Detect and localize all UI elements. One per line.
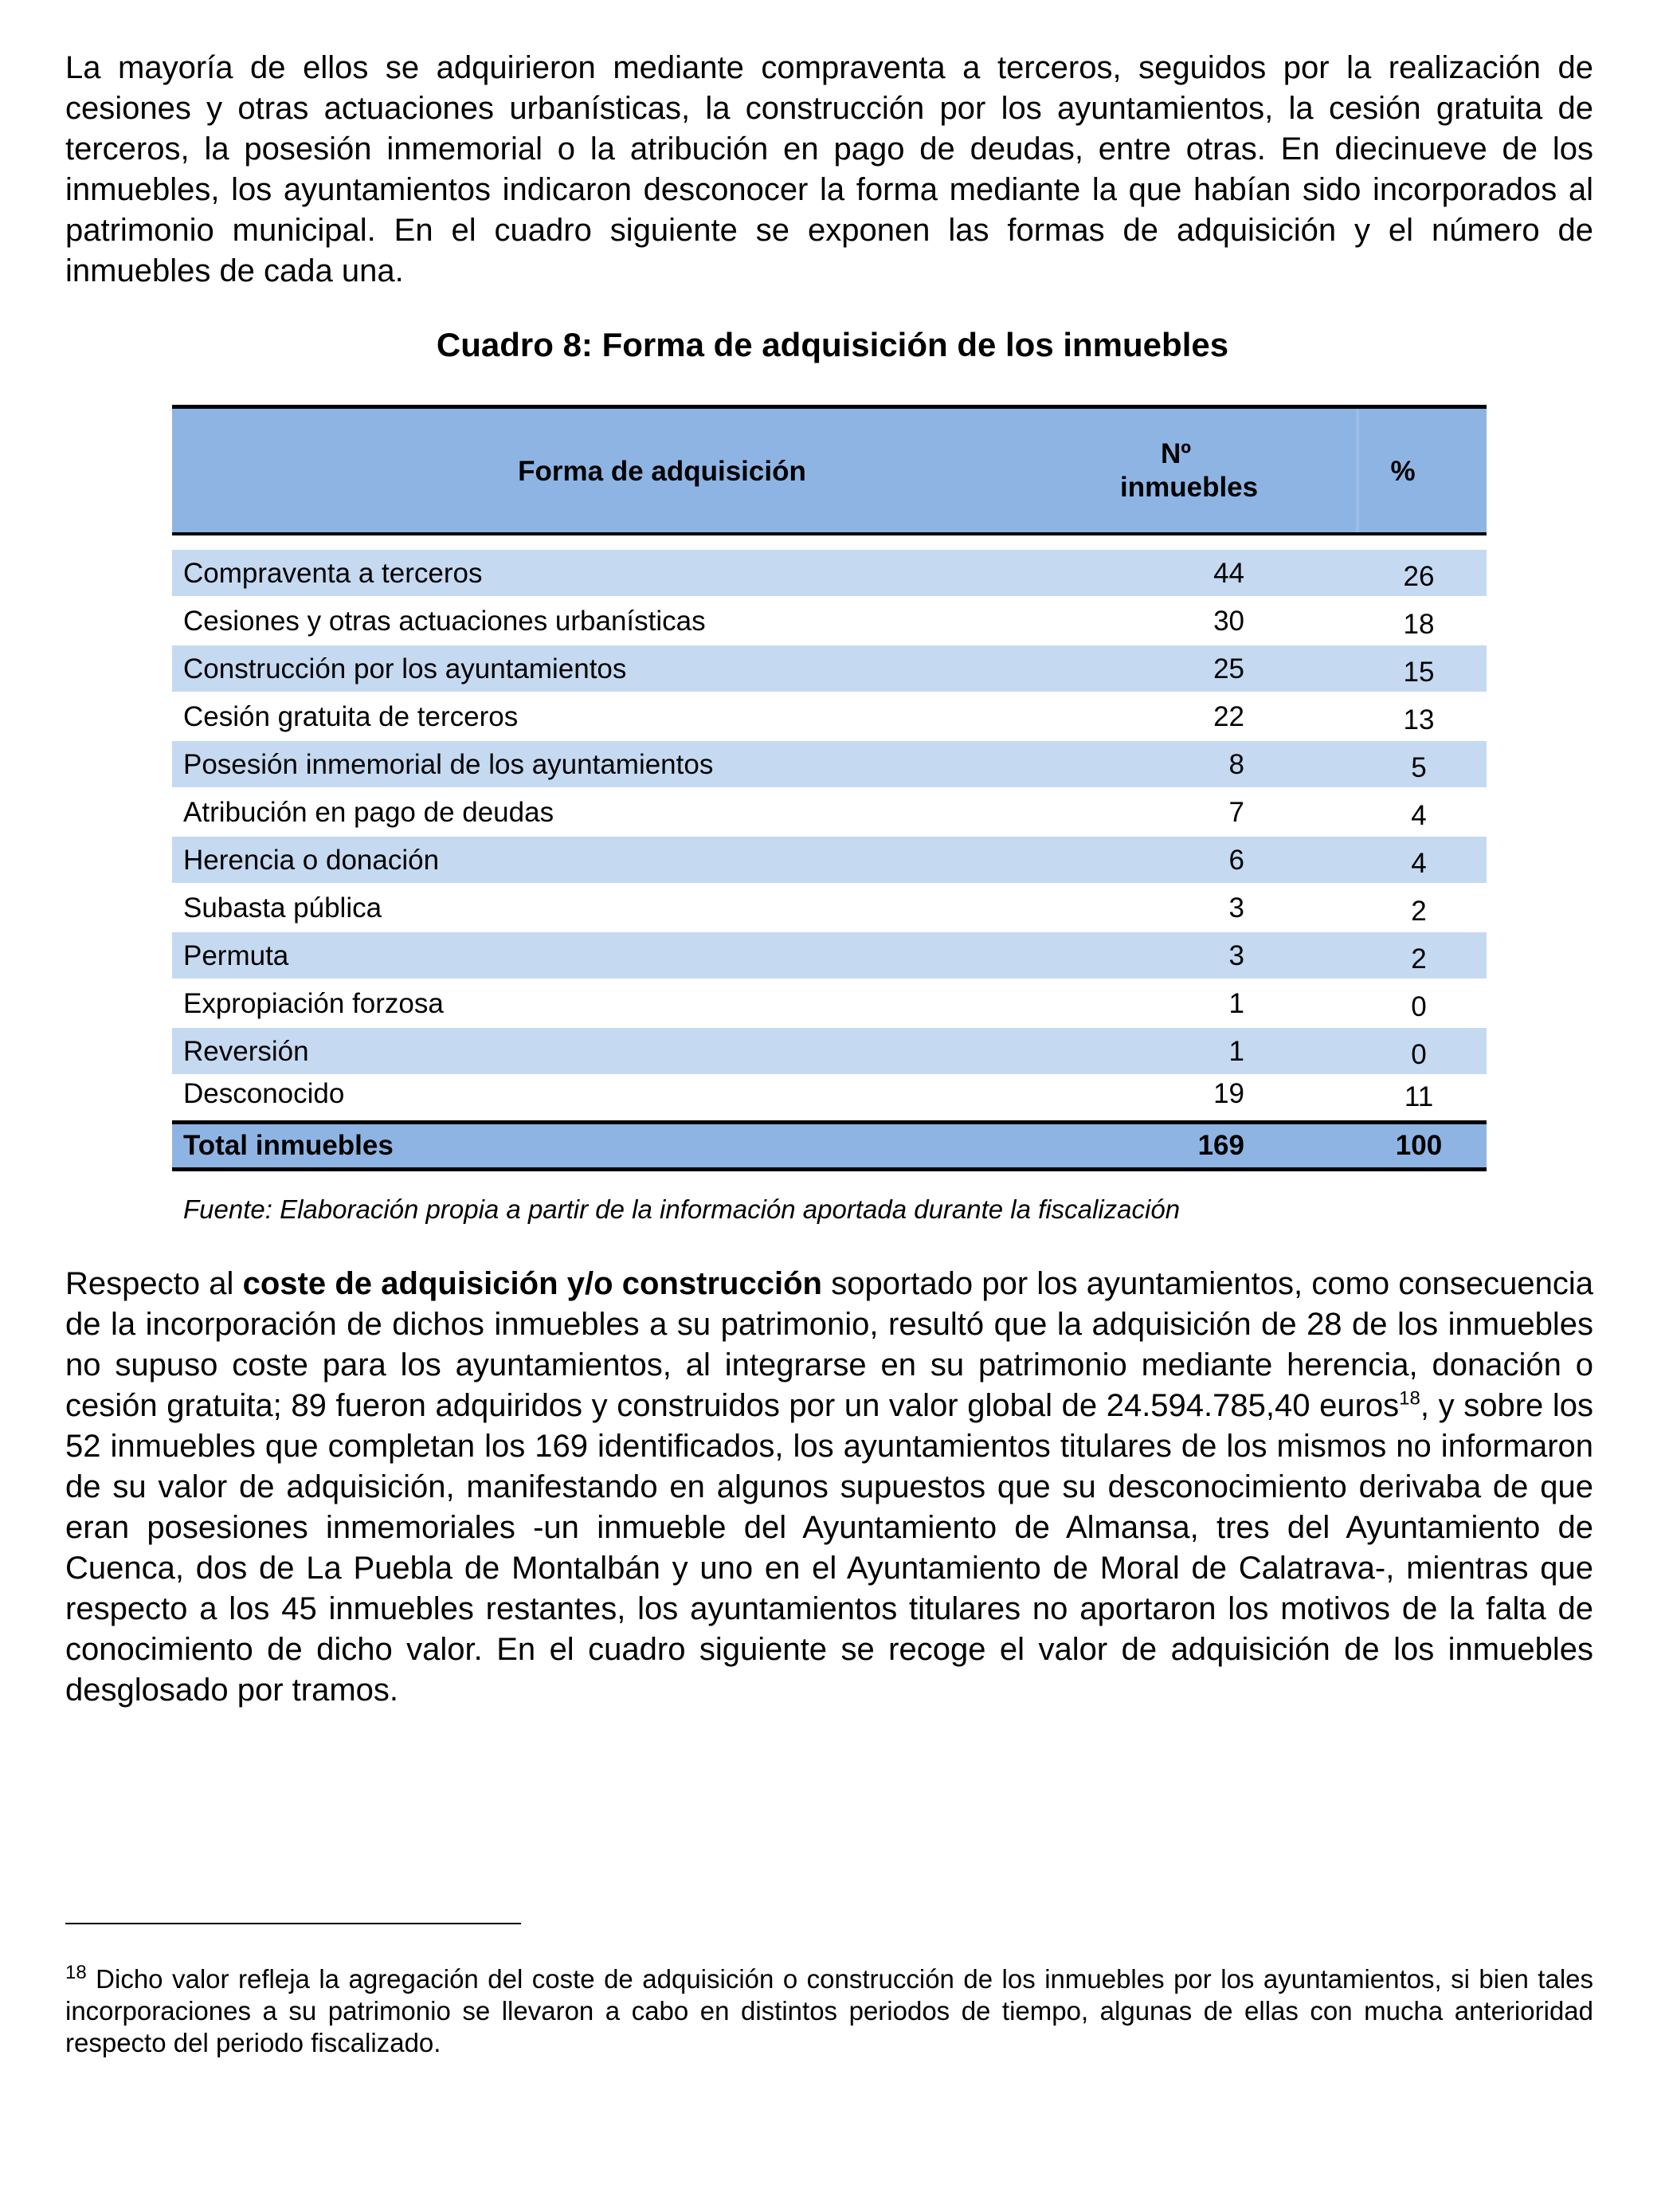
- row-num: 22: [1213, 701, 1244, 732]
- row-num: 3: [1228, 892, 1244, 924]
- header-pct: %: [1390, 456, 1416, 487]
- row-pct: 18: [1403, 609, 1435, 640]
- row-num: 44: [1213, 558, 1244, 589]
- row-pct: 15: [1403, 657, 1435, 688]
- second-paragraph-part1: Respecto al: [65, 1266, 243, 1301]
- table-row: [172, 932, 1487, 980]
- row-pct: 4: [1411, 800, 1427, 831]
- row-num: 25: [1213, 653, 1244, 684]
- table-row: [172, 645, 1487, 693]
- row-name: Desconocido: [183, 1078, 345, 1109]
- header-num: [1120, 437, 1259, 504]
- row-pct: 0: [1411, 1039, 1427, 1070]
- row-pct: 4: [1411, 848, 1427, 879]
- row-num: 8: [1228, 749, 1244, 780]
- row-num: 3: [1228, 940, 1244, 971]
- second-paragraph-bold: coste de adquisición y/o construcción: [242, 1266, 822, 1301]
- row-num: 1: [1228, 988, 1244, 1019]
- footnote: [65, 1963, 1593, 2059]
- table-row: [172, 837, 1487, 884]
- row-name: Posesión inmemorial de los ayuntamientos: [183, 749, 714, 780]
- table-row: [172, 789, 1487, 837]
- total-name: Total inmuebles: [183, 1130, 394, 1161]
- header-num-line2: inmuebles: [1120, 472, 1259, 503]
- table-body: [172, 550, 1487, 1117]
- row-num: 6: [1228, 845, 1244, 876]
- row-pct: 13: [1403, 704, 1435, 735]
- row-name: Reversión: [183, 1036, 309, 1067]
- row-name: Cesión gratuita de terceros: [183, 701, 519, 732]
- table-row: [172, 1076, 1487, 1117]
- row-name: Subasta pública: [183, 892, 382, 924]
- row-pct: 5: [1411, 752, 1427, 783]
- intro-paragraph: La mayoría de ellos se adquirieron mediante compraventa a terceros, seguidos por la realización de cesiones y otras actuaciones urbanísticas, la construcción por los ayuntamientos, la cesión gratuita de terceros, la posesión inmemorial o la atribución en pago de deudas, entre otras. En diecinueve de los inmuebles, los ayuntamientos indicaron desconocer la forma mediante la que habían sido incorporados al patrimonio municipal. En el cuadro siguiente se exponen las formas de adquisición y el número de inmuebles de cada una.: [65, 50, 1593, 288]
- table-row: [172, 1028, 1487, 1076]
- row-pct: 2: [1411, 943, 1427, 975]
- row-name: Expropiación forzosa: [183, 988, 444, 1019]
- table-source-note: Fuente: Elaboración propia a partir de la información aportada durante la fiscalización: [183, 1194, 1181, 1224]
- row-num: 30: [1213, 606, 1244, 637]
- row-name: Cesiones y otras actuaciones urbanísticas: [183, 606, 706, 637]
- row-name: Construcción por los ayuntamientos: [183, 653, 627, 684]
- row-pct: 2: [1411, 896, 1427, 927]
- row-pct: 0: [1411, 991, 1427, 1022]
- row-name: Atribución en pago de deudas: [183, 797, 554, 828]
- row-pct: 26: [1403, 561, 1435, 592]
- second-paragraph-part2: soportado por los ayuntamientos, como consecuencia de la incorporación de dichos inmuebles a su patrimonio, resultó que la adquisición de 28 de los inmuebles no supuso coste para los ayuntamientos, al integrarse en su patrimonio mediante herencia, donación o cesión gratuita; 89 fueron adquiridos y construidos por un valor global de 24.594.785,40 euros: [65, 1266, 1593, 1423]
- row-pct: 11: [1404, 1081, 1434, 1112]
- table-row: [172, 741, 1487, 789]
- table-row: [172, 980, 1487, 1028]
- table-header: [172, 405, 1487, 535]
- row-name: Compraventa a terceros: [183, 558, 483, 589]
- second-paragraph: [65, 1264, 1593, 1711]
- total-pct: 100: [1395, 1130, 1443, 1161]
- header-forma: Forma de adquisición: [518, 456, 806, 487]
- row-num: 19: [1213, 1078, 1244, 1109]
- table-row: [172, 884, 1487, 932]
- footnote-text: Dicho valor refleja la agregación del coste de adquisición o construcción de los inmuebles por los ayuntamientos, si bien tales incorporaciones a su patrimonio se llevaron a cabo en distintos periodos de tiempo, algunas de ellas con mucha anterioridad respecto del periodo fiscalizado.: [65, 1964, 1593, 2057]
- row-num: 1: [1228, 1036, 1244, 1067]
- header-num-line1: Nº: [1160, 438, 1192, 469]
- table-row: [172, 550, 1487, 598]
- table-caption: Cuadro 8: Forma de adquisición de los inmuebles: [436, 326, 1229, 363]
- total-num: 169: [1197, 1130, 1244, 1161]
- footnote-reference[interactable]: 18: [1399, 1387, 1420, 1410]
- table-row: [172, 598, 1487, 645]
- row-name: Permuta: [183, 940, 289, 971]
- footnote-separator: [65, 1923, 521, 1924]
- footnote-number: 18: [65, 1962, 87, 1983]
- row-num: 7: [1228, 797, 1244, 828]
- second-paragraph-part3: , y sobre los 52 inmuebles que completan los 169 identificados, los ayuntamientos titulares de los mismos no informaron de su valor de adquisición, manifestando en algunos supuestos que su desconocimiento derivaba de que eran posesiones inmemoriales -un inmueble del Ayuntamiento de Almansa, tres del Ayuntamiento de Cuenca, dos de La Puebla de Montalbán y uno en el Ayuntamiento de Moral de Calatrava-, mientras que respecto a los 45 inmuebles restantes, los ayuntamientos titulares no aportaron los motivos de la falta de conocimiento de dicho valor. En el cuadro siguiente se recoge el valor de adquisición de los inmuebles desglosado por tramos.: [65, 1388, 1593, 1708]
- row-name: Herencia o donación: [183, 845, 440, 876]
- table-row: [172, 693, 1487, 741]
- table-total-row: [172, 1120, 1487, 1171]
